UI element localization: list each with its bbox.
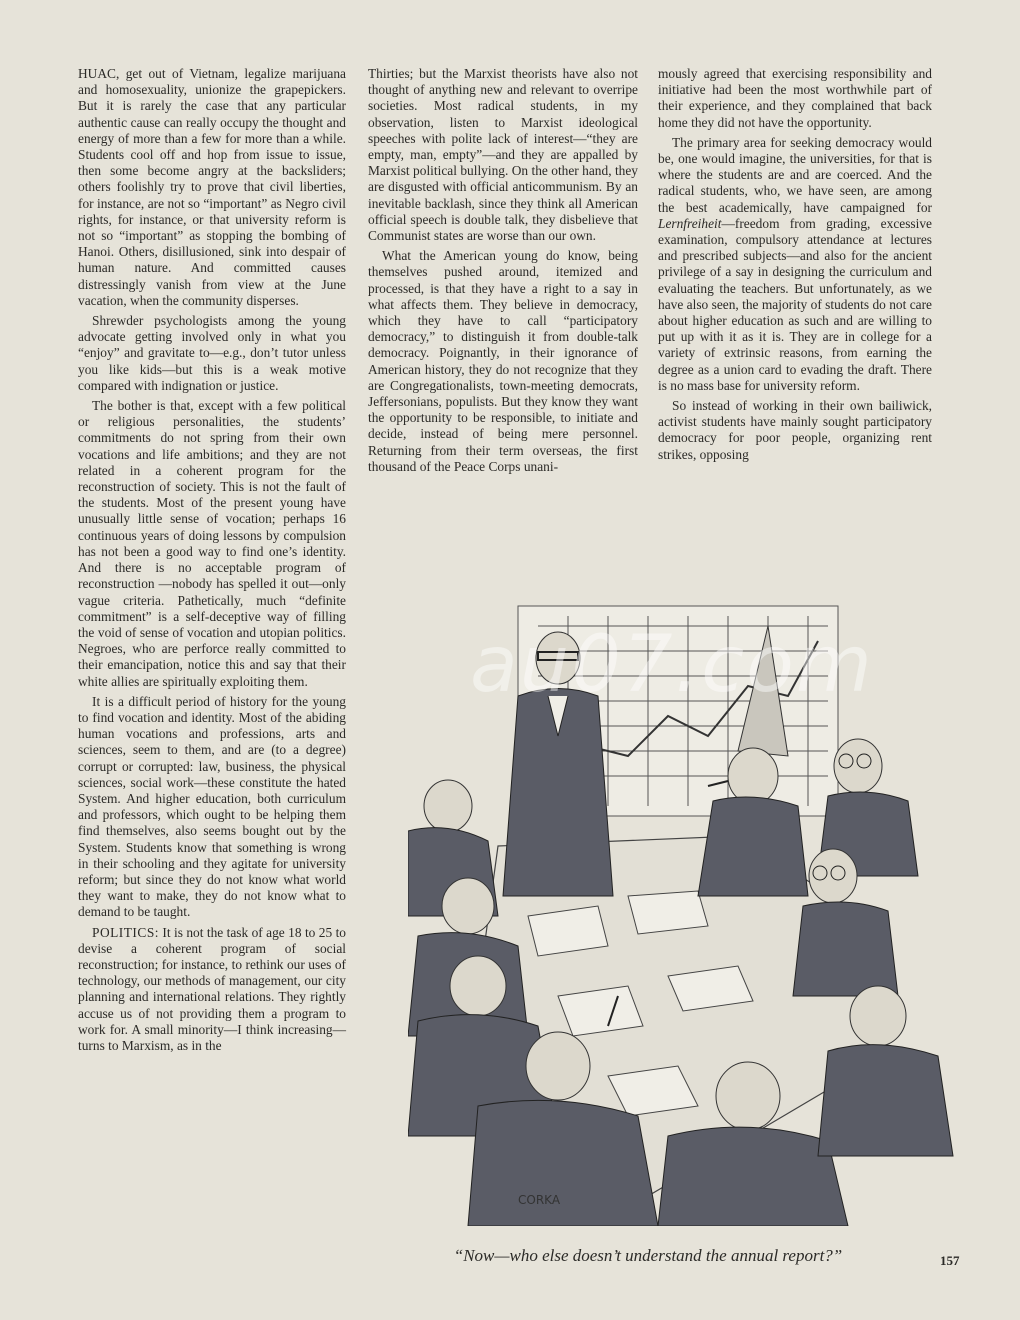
paragraph-text: —freedom from grading, excessive examination, compulsory attendance at lectures and prescribed subjects—and also for the ancient privilege of a say in designing the curriculum and evaluating the teachers. But unfortunately, as we have also seen, the majority of students do not care about higher education as such and are willing to put up with it as it is. They are in college for a variety of extrinsic reasons, from earning the degree as a union card to evading the draft. There is no mass base for university reform. [658, 215, 932, 393]
paragraph: So instead of working in their own bailiwick, activist students have mainly sought participatory democracy for poor people, organizing rent strikes, opposing [658, 398, 932, 462]
paragraph: The bother is that, except with a few political or religious personalities, the students’ commitments do not spring from their own vocations and life ambitions; and they are not related in a coherent program for the reconstruction of society. This is not the fault of the students. Most of the present young have unusually little sense of vocation; perhaps 16 continuous years of doing lessons by compulsion has not been a good way to find one’s identity. And there is no acceptable program of reconstruction —nobody has spelled it out—only vague criteria. Pathetically, much “definite commitment” is a self-deceptive way of filling the void of sense of vocation and utopian politics. Negroes, who are perforce really committed to their emancipation, notice this and say that their white allies are spiritually exploiting them. [78, 398, 346, 689]
watermark: au07.com [470, 620, 874, 710]
italic-term: Lernfreiheit [658, 215, 722, 231]
text-column-2 [368, 66, 638, 479]
paragraph: Thirties; but the Marxist theorists have also not thought of anything new and relevant to overripe societies. Most radical students, in my observation, listen to Marxist ideological speeches with polite lack of interest—“they are empty, man, empty”—and they are appalled by Marxist political bullying. On the other hand, they are disgusted with official anticommunism. By an inevitable backlash, since they think all American official speech is double talk, they disbelieve that Communist states are worse than our own. [368, 66, 638, 244]
cartoon-caption: “Now—who else doesn’t understand the annual report?” [453, 1246, 843, 1265]
cartoon-signature: CORKA [518, 1193, 561, 1207]
text-column-1 [78, 66, 346, 1058]
paragraph: HUAC, get out of Vietnam, legalize marijuana and homosexuality, unionize the grapepickers. But it is rarely the case that any particular authentic cause can really occupy the thought and energy of more than a few for more than a while. Students cool off and hop from issue to issue, then some become angry at the backsliders; others foolishly try to prove that civil liberties, for instance, are not so “important” as Negro civil rights, for instance, or that university reform is not so “important” as stopping the bombing of Hanoi. Others, disillusioned, sink into despair of human nature. And committed causes distressingly vanish from view at the June vacation, when the community disperses. [78, 66, 346, 308]
paragraph: It is a difficult period of history for the young to find vocation and identity. Most of the abiding human vocations and professions, arts and sciences, seem to them, and are (to a degree) corrupt or corrupted: law, business, the physical sciences, social work—these constitute the hated System. And higher education, both curriculum and professors, which ought to be helping them find themselves, also seems bought out by the System. Students know that something is wrong in their schooling and they agitate for university reform; but since they do not know what world they want to make, they do not know what to demand to be taught. [78, 693, 346, 920]
paragraph: mously agreed that exercising responsibility and initiative had been the most worthwhile part of their experience, and they complained that back home they did not have the opportunity. [658, 66, 932, 130]
paragraph [658, 135, 932, 394]
text-column-3 [658, 66, 932, 467]
paragraph-text: It is not the task of age 18 to 25 to devise a coherent program of social reconstruction; for instance, to rethink our uses of technology, our methods of management, our city planning and international relations. They rightly accuse us of not providing them a program to work for. A small minority—I think increasing—turns to Marxism, as in the [78, 924, 346, 1053]
section-label: POLITICS: [92, 924, 159, 940]
paragraph: Shrewder psychologists among the young advocate getting involved only in what you “enjoy” and gravitate to—e.g., don’t tutor unless you like kids—but this is a weak motive compared with indignation or justice. [78, 313, 346, 393]
cartoon-illustration [408, 596, 968, 1226]
page-number: 157 [940, 1253, 960, 1268]
paragraph: What the American young do know, being themselves pushed around, itemized and processed, is that they have a right to a say in what affects them. They believe in democracy, which they have to call “participatory democracy,” to distinguish it from double-talk democracy. Poignantly, in their ignorance of American history, they do not recognize that they are Congregationalists, town-meeting democrats, Jeffersonians, populists. But they know they want the opportunity to be responsible, to initiate and decide, instead of being mere personnel. Returning from their term overseas, the first thousand of the Peace Corps unani- [368, 248, 638, 474]
paragraph-text: The primary area for seeking democracy would be, one would imagine, the universities, for that is where the students are and are coerced. And the radical students, who, we have seen, are among the best academically, have campaigned for [658, 134, 932, 215]
paragraph-politics [78, 925, 346, 1055]
